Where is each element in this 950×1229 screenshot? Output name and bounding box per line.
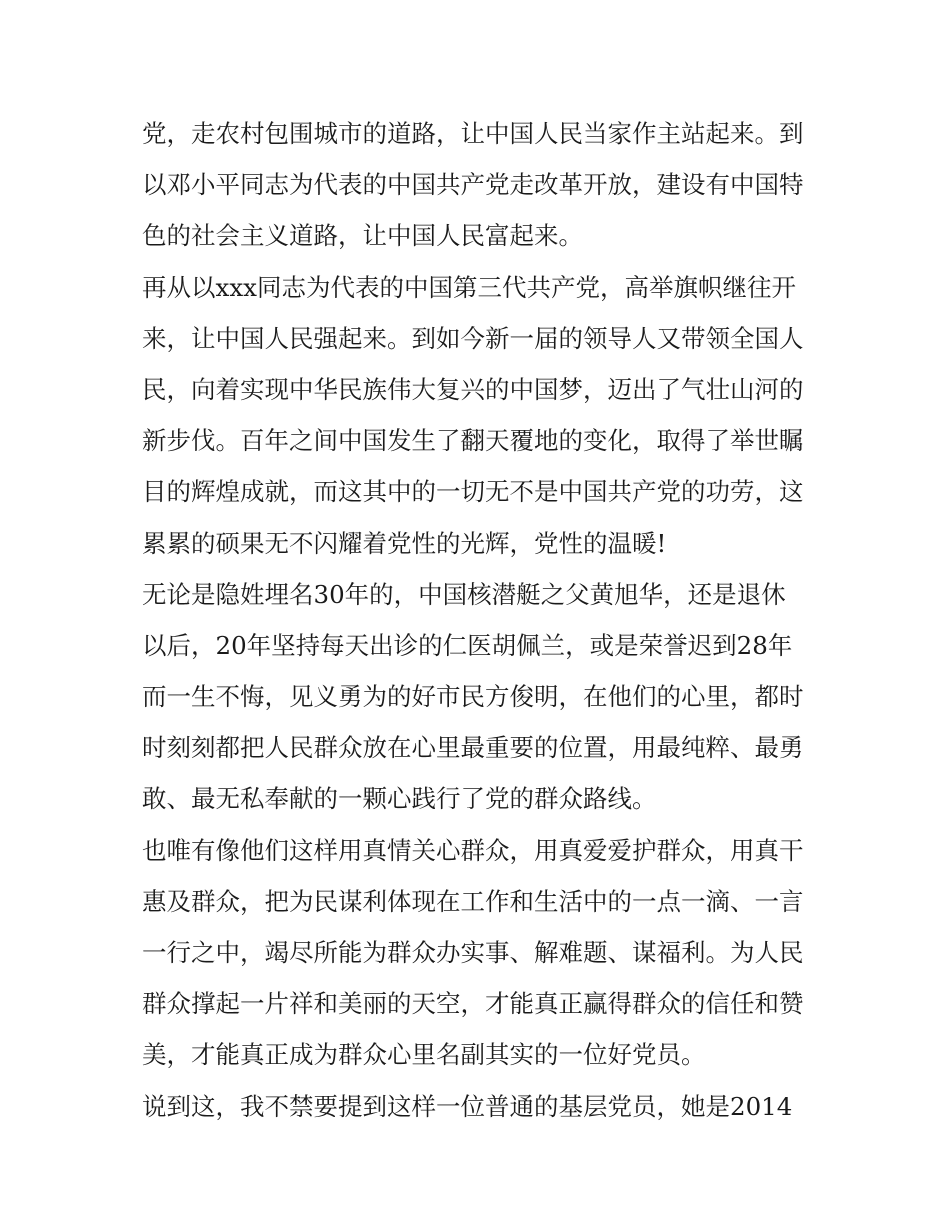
- text-line: 美，才能真正成为群众心里名副其实的一位好党员。: [142, 1040, 706, 1070]
- text-line: 新步伐。百年之间中国发生了翻天覆地的变化，取得了举世瞩: [142, 426, 804, 456]
- text-line: 群众撑起一片祥和美丽的天空，才能真正赢得群众的信任和赞: [142, 989, 804, 1019]
- text-line: 敢、最无私奉献的一颗心践行了党的群众路线。: [142, 784, 657, 814]
- text-line: 以后，20年坚持每天出诊的仁医胡佩兰，或是荣誉迟到28年: [142, 630, 793, 660]
- text-line: 来，让中国人民强起来。到如今新一届的领导人又带领全国人: [142, 323, 804, 353]
- text-line: 累累的硕果无不闪耀着党性的光辉，党性的温暖!: [142, 528, 667, 558]
- text-line: 时刻刻都把人民群众放在心里最重要的位置，用最纯粹、最勇: [142, 733, 804, 763]
- text-line: 而一生不悔，见义勇为的好市民方俊明，在他们的心里，都时: [142, 682, 804, 712]
- text-line: 目的辉煌成就，而这其中的一切无不是中国共产党的功劳，这: [142, 477, 804, 507]
- text-line: 以邓小平同志为代表的中国共产党走改革开放，建设有中国特: [142, 170, 804, 200]
- text-line: 也唯有像他们这样用真情关心群众，用真爱爱护群众，用真干: [142, 835, 804, 865]
- text-line: 党，走农村包围城市的道路，让中国人民当家作主站起来。到: [142, 119, 804, 148]
- text-line: 无论是隐姓埋名30年的，中国核潜艇之父黄旭华，还是退休: [142, 579, 786, 609]
- text-line: 再从以xxx同志为代表的中国第三代共产党，高举旗帜继往开: [142, 272, 796, 302]
- text-line: 说到这，我不禁要提到这样一位普通的基层党员，她是2014: [142, 1091, 793, 1121]
- text-line: 一行之中，竭尽所能为群众办实事、解难题、谋福利。为人民: [142, 938, 804, 967]
- text-line: 色的社会主义道路，让中国人民富起来。: [142, 221, 583, 251]
- text-line: 惠及群众，把为民谋利体现在工作和生活中的一点一滴、一言: [142, 886, 804, 916]
- text-line: 民，向着实现中华民族伟大复兴的中国梦，迈出了气壮山河的: [142, 374, 804, 404]
- body-text: [142, 108, 822, 1132]
